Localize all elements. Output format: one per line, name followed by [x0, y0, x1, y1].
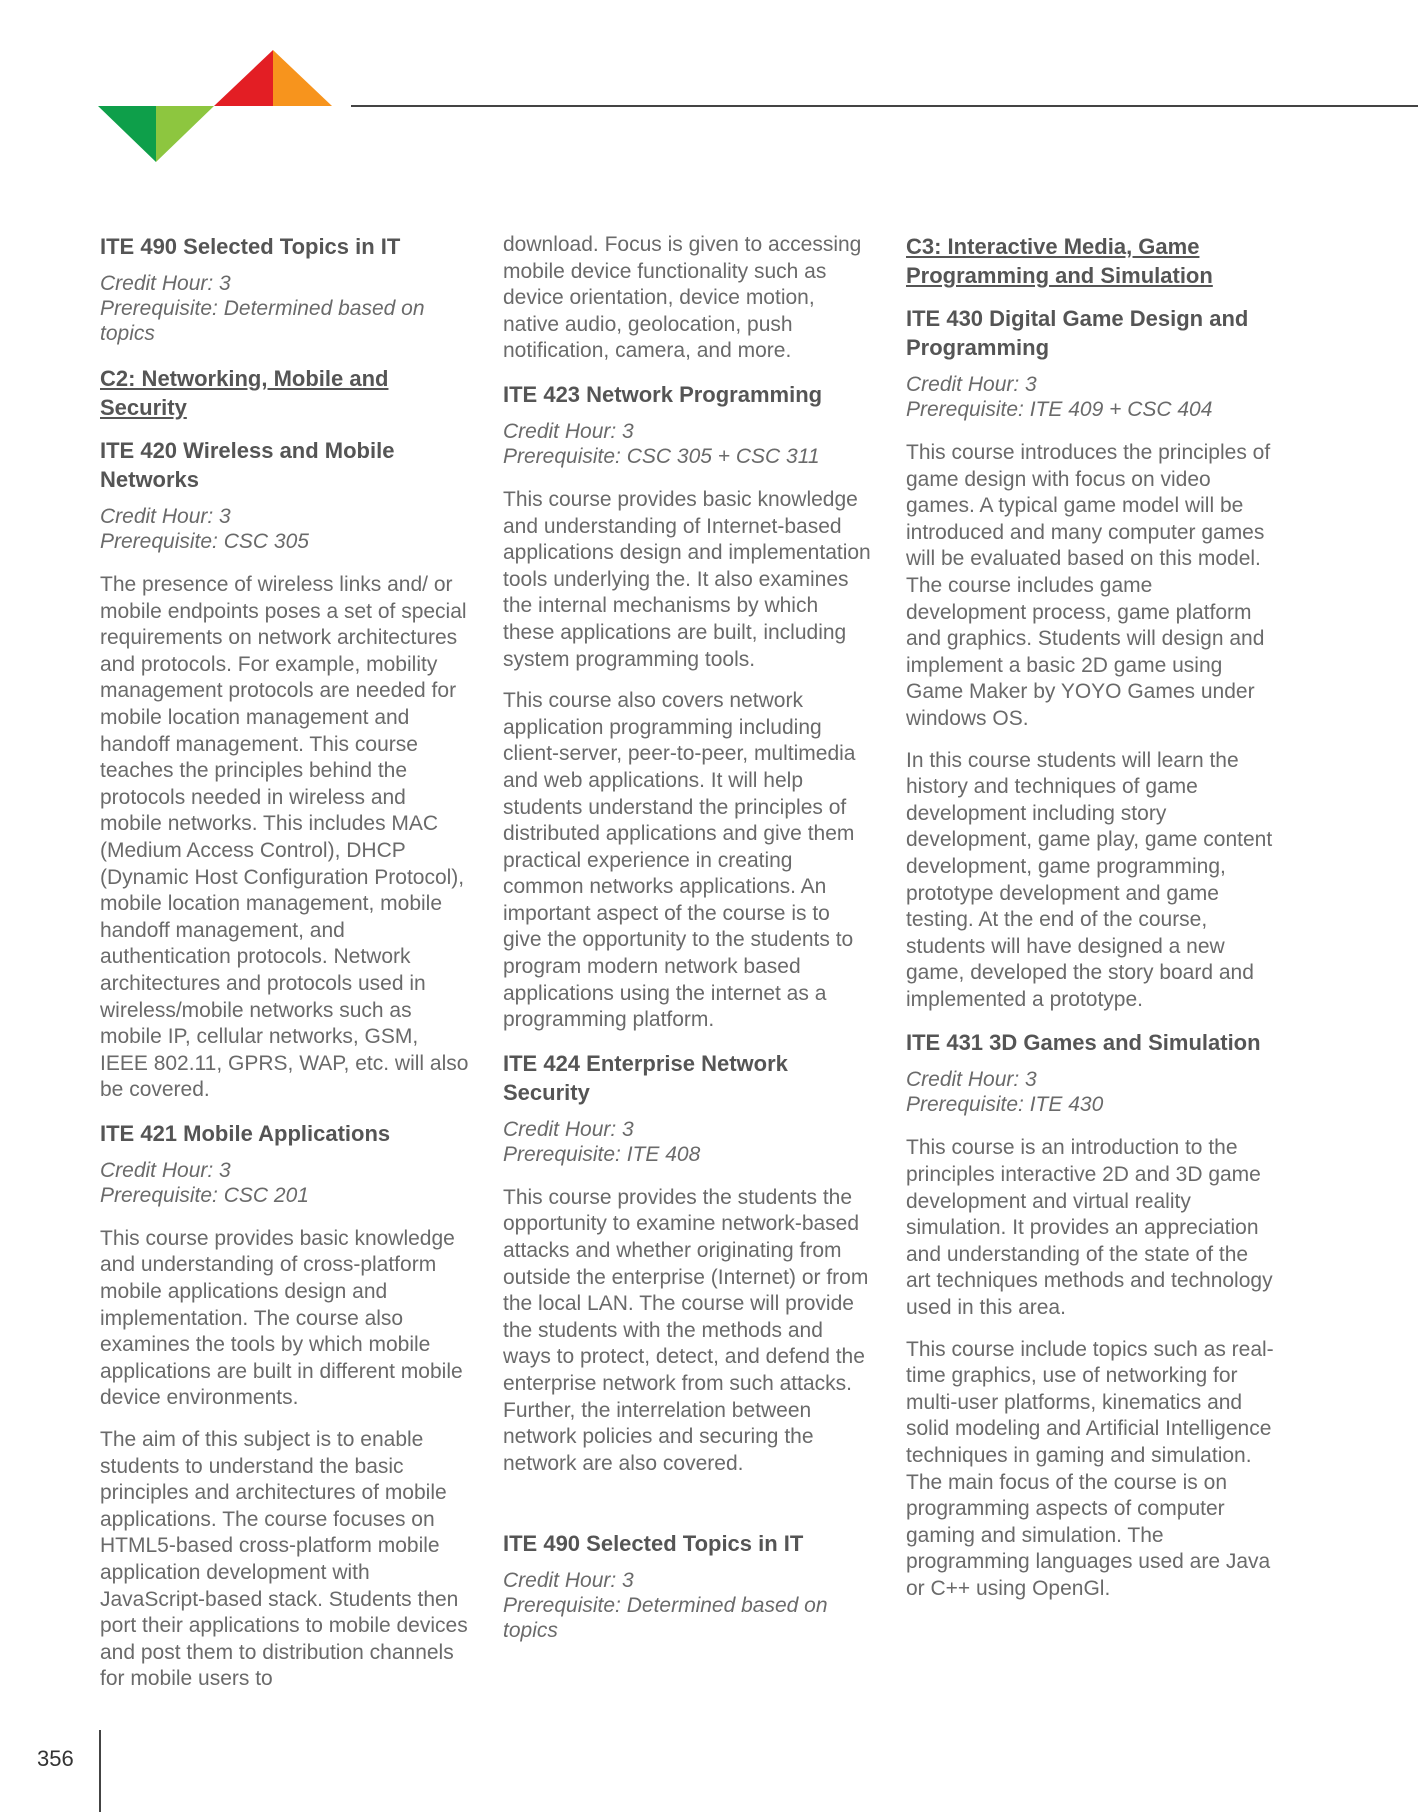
course-description-ite431-part2: This course include topics such as real-time graphics, use of networking for multi-user platforms, kinematics and solid modeling and Artificial Intelligence techniques in gaming and simulation. The main focus of the course is on programming aspects of computer gaming and simulation. The programming languages used are Java or C++ using OpenGl.	[906, 1337, 1274, 1600]
credit-hour: Credit Hour: 3	[100, 505, 231, 528]
credit-hour: Credit Hour: 3	[906, 1068, 1037, 1092]
course-description-ite421-part2: The aim of this subject is to enable students to understand the basic principles and architectures of mobile applications. The course focuses on HTML5-based cross-platform mobile application development with JavaScript-based stack. Students then port their applications to mobile devices and post them to distribution channels for mobile users to	[100, 1428, 468, 1691]
prerequisite: Prerequisite: ITE 409 + CSC 404	[906, 398, 1213, 421]
prerequisite: Prerequisite: ITE 430	[906, 1093, 1104, 1117]
course-title-ite430: ITE 430 Digital Game Design and Programming	[906, 306, 1249, 360]
logo-orange-triangle	[273, 50, 332, 106]
logo-lime-triangle	[156, 106, 214, 162]
course-description-ite424: This course provides the students the opportunity to examine network-based attacks and whether originating from outside the enterprise (Internet) or from the local LAN. The course will provide the students with the methods and ways to protect, detect, and defend the enterprise network from such attacks. Further, the interrelation between network policies and securing the network are also covered.	[503, 1185, 869, 1475]
course-meta-ite490	[100, 271, 470, 346]
course-meta-ite421	[100, 1158, 470, 1208]
brand-logo	[98, 50, 334, 162]
prerequisite: Prerequisite: CSC 305 + CSC 311	[503, 444, 820, 468]
course-description-ite423-part2: This course also covers network application programming including client-server, peer-to-peer, multimedia and web applications. It will help students understand the principles of distributed applications and give them practical experience in creating common networks applications. An important aspect of the course is to give the opportunity to the students to program modern network based applications using the internet as a programming platform.	[503, 689, 856, 1032]
prerequisite: Prerequisite: Determined based on topics	[100, 297, 425, 345]
course-meta-ite430	[906, 372, 1276, 422]
logo-green-triangle	[98, 106, 156, 162]
prerequisite: Prerequisite: ITE 408	[503, 1142, 701, 1166]
course-title-ite490: ITE 490 Selected Topics in IT	[100, 234, 401, 259]
logo-red-triangle	[214, 50, 273, 106]
column-3	[906, 232, 1276, 1618]
course-title-ite420: ITE 420 Wireless and Mobile Networks	[100, 438, 395, 492]
column-1	[100, 232, 470, 1708]
section-title-c3: C3: Interactive Media, Game Programming and Simulation	[906, 234, 1213, 288]
course-description-ite421-part1: This course provides basic knowledge and understanding of cross-platform mobile applications design and implementation. The course also examines the tools by which mobile applications are built in different mobile device environments.	[100, 1226, 463, 1410]
course-title-ite490-repeat: ITE 490 Selected Topics in IT	[503, 1531, 804, 1557]
credit-hour: Credit Hour: 3	[503, 419, 634, 443]
course-meta-ite420	[100, 504, 470, 554]
course-description-ite423-part1: This course provides basic knowledge and understanding of Internet-based applications design and implementation tools underlying the. It also examines the internal mechanisms by which these applications are built, including system programming tools.	[503, 487, 871, 671]
page-number-rule	[99, 1730, 101, 1812]
course-title-ite423: ITE 423 Network Programming	[503, 381, 823, 407]
prerequisite: Prerequisite: Determined based on topics	[503, 1594, 828, 1643]
course-description-ite431-part1: This course is an introduction to the principles interactive 2D and 3D game development and virtual reality simulation. It provides an appreciation and understanding of the state of the art techniques methods and technology used in this area.	[906, 1136, 1273, 1320]
course-title-ite431: ITE 431 3D Games and Simulation	[906, 1030, 1261, 1056]
course-title-ite424: ITE 424 Enterprise Network Security	[503, 1050, 788, 1105]
course-title-ite421: ITE 421 Mobile Applications	[100, 1120, 391, 1146]
column-2	[503, 232, 873, 1661]
course-meta-ite431	[906, 1067, 1276, 1117]
credit-hour: Credit Hour: 3	[503, 1117, 634, 1141]
prerequisite: Prerequisite: CSC 305	[100, 530, 309, 553]
course-meta-ite423	[503, 419, 873, 469]
course-description-ite430-part1: This course introduces the principles of game design with focus on video games. A typical game model will be introduced and many computer games will be evaluated based on this model. The course includes game development process, game platform and graphics. Students will design and implement a basic 2D game using Game Maker by YOYO Games under windows OS.	[906, 441, 1271, 730]
credit-hour: Credit Hour: 3	[100, 272, 231, 295]
course-description-ite421-continued: download. Focus is given to accessing mobile device functionality such as device orientation, device motion, native audio, geolocation, push notification, camera, and more.	[503, 233, 862, 363]
page-number: 356	[37, 1746, 74, 1771]
course-description-ite420: The presence of wireless links and/ or mobile endpoints poses a set of special requirements on network architectures and protocols. For example, mobility management protocols are needed for mobile location management and handoff management. This course teaches the principles behind the protocols needed in wireless and mobile networks. This includes MAC (Medium Access Control), DHCP (Dynamic Host Configuration Protocol), mobile location management, mobile handoff management, and authentication protocols. Network architectures and protocols used in wireless/mobile networks such as mobile IP, cellular networks, GSM, IEEE 802.11, GPRS, WAP, etc. will also be covered.	[100, 573, 469, 1102]
credit-hour: Credit Hour: 3	[503, 1569, 634, 1593]
header-rule	[351, 105, 1418, 107]
course-meta-ite490-repeat	[503, 1568, 873, 1643]
credit-hour: Credit Hour: 3	[100, 1158, 231, 1182]
credit-hour: Credit Hour: 3	[906, 373, 1037, 396]
course-description-ite430-part2: In this course students will learn the history and techniques of game development including story development, game play, game content development, game programming, prototype development and game testing. At the end of the course, students will have designed a new game, developed the story board and implemented a prototype.	[906, 748, 1273, 1011]
course-meta-ite424	[503, 1117, 873, 1167]
prerequisite: Prerequisite: CSC 201	[100, 1183, 309, 1207]
section-title-c2: C2: Networking, Mobile and Security	[100, 366, 389, 420]
